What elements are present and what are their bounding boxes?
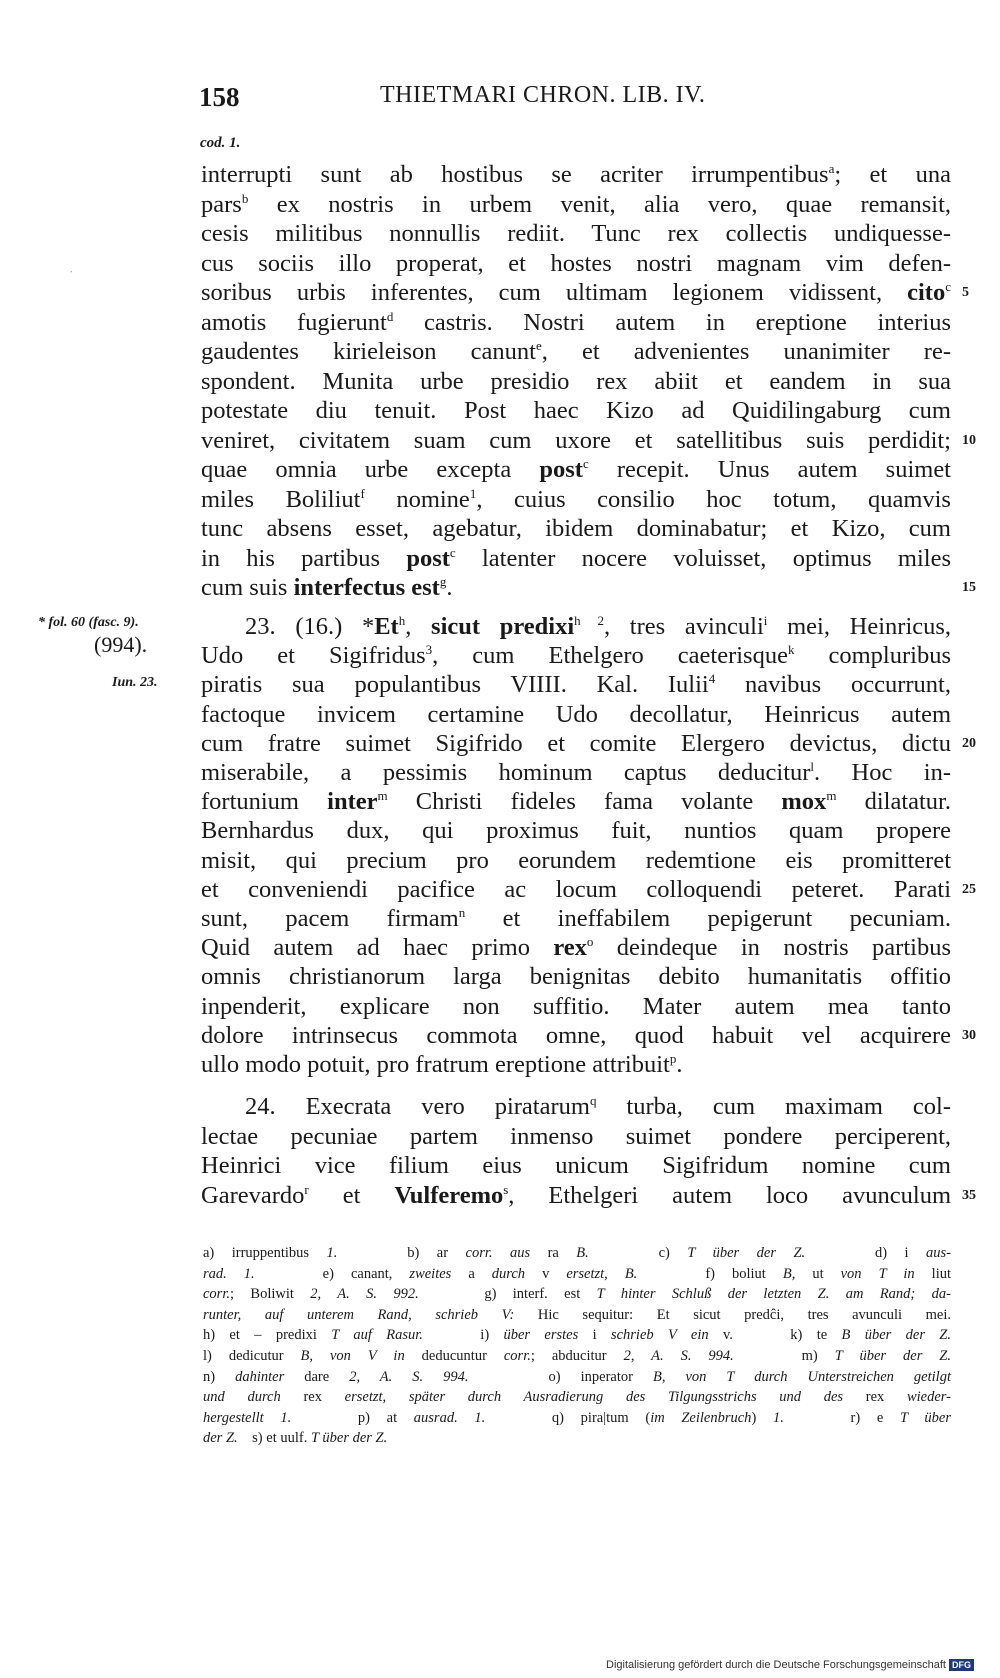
footnote-line: n) dahinter dare 2, A. S. 994. o) inperator B, von T durch Unterstreichen getilgt xyxy=(203,1368,951,1385)
text-line: Heinrici vice filium eius unicum Sigifridum nomine cum xyxy=(201,1152,951,1179)
text-line: gaudentes kirieleison canunt$^e$, et advenientes unanimiter re- xyxy=(201,337,951,365)
text-line: Bernhardus dux, qui proximus fuit, nuntios quam propere xyxy=(201,817,951,845)
margin-year: (994). xyxy=(94,632,148,657)
text-line: factoque invicem certamine Udo decollatur, Heinricus autem xyxy=(201,700,951,728)
text-line: dolore intrinsecus commota omne, quod habuit vel acquirere xyxy=(201,1021,951,1049)
text-line: cum fratre suimet Sigifrido et comite Elergero devictus, dictu xyxy=(201,729,951,757)
codex-note: cod. 1. xyxy=(200,135,241,151)
line-number: 5 xyxy=(962,285,969,300)
text-line: spondent. Munita urbe presidio rex abiit et eandem in sua xyxy=(201,367,951,395)
text-line: miles Boliliut$^f$ nomine$^1$, cuius consilio hoc totum, quamvis xyxy=(201,485,951,513)
footnote-line: corr.; Boliwit 2, A. S. 992. g) interf. est T hinter Schluß der letzten Z. am Rand; da- xyxy=(203,1286,951,1303)
text-line: tunc absens esset, agebatur, ibidem dominabatur; et Kizo, cum xyxy=(201,515,951,542)
page-number: 158 xyxy=(199,82,240,112)
text-line: misit, qui precium pro eorundem redemtione eis promitteret xyxy=(201,846,951,874)
text-line: miserabile, a pessimis hominum captus deducitur$^l$. Hoc in- xyxy=(201,758,951,786)
footnote-line: der Z. s) et uulf. T über der Z. xyxy=(203,1430,388,1447)
text-line: veniret, civitatem suam cum uxore et satellitibus suis perdidit; xyxy=(201,426,951,454)
text-line: interrupti sunt ab hostibus se acriter irrumpentibus$^a$; et una xyxy=(201,160,951,188)
text-line: Quid autem ad haec primo rex$^o$ deindeque in nostris partibus xyxy=(201,934,951,962)
margin-date: Iun. 23. xyxy=(112,675,158,690)
line-number: 30 xyxy=(962,1027,976,1043)
text-line: amotis fugierunt$^d$ castris. Nostri autem in ereptione interius xyxy=(201,308,951,336)
footnote-line: hergestellt 1. p) at ausrad. 1. q) pira|tum (im Zeilenbruch) 1. r) e T über xyxy=(203,1409,951,1426)
margin-speck: ∙ xyxy=(70,267,73,278)
page-header xyxy=(0,82,1000,122)
margin-folio-note: * fol. 60 (fasc. 9). xyxy=(38,615,139,630)
running-title: THIETMARI CHRON. LIB. IV. xyxy=(380,82,706,108)
text-line: omnis christianorum larga benignitas debito humanitatis offitio xyxy=(201,963,951,991)
text-line: Garevardo$^r$ et Vulferemo$^s$, Ethelgeri autem loco avunculum xyxy=(201,1181,951,1209)
text-line: quae omnia urbe excepta post$^c$ recepit. Unus autem suimet xyxy=(201,455,951,483)
footnote-line: runter, auf unterem Rand, schrieb V: Hic sequitur: Et sicut predĉi, tres avunculi mei. xyxy=(203,1306,951,1323)
text-line: 24. Execrata vero piratarum$^q$ turba, cum maximam col- xyxy=(245,1092,951,1120)
footnotes xyxy=(203,1243,951,1449)
text-line: in his partibus post$^c$ latenter nocere voluisset, optimus miles xyxy=(201,544,951,572)
text-line: Udo et Sigifridus$^3$, cum Ethelgero caeterisque$^k$ compluribus xyxy=(201,642,951,670)
text-line: ullo modo potuit, pro fratrum ereptione attribuit$^p$. xyxy=(201,1050,683,1078)
footnote-line: h) et – predixi T auf Rasur. i) über erstes i schrieb V ein v. k) te B über der Z. xyxy=(203,1327,951,1344)
text-line: lectae pecuniae partem inmenso suimet pondere perciperent, xyxy=(201,1122,951,1150)
footnote-line: a) irruppentibus 1. b) ar corr. aus ra B. c) T über der Z. d) i aus- xyxy=(203,1245,952,1261)
text-line: potestate diu tenuit. Post haec Kizo ad Quidilingaburg cum xyxy=(201,397,951,424)
line-number: 15 xyxy=(962,580,976,595)
text-line: fortunium inter$^m$ Christi fideles fama volante mox$^m$ dilatatur. xyxy=(201,788,951,816)
line-number: 10 xyxy=(962,432,976,448)
text-line: 23. (16.) *Et$^h$, sicut predixi$^{h 2}$, tres avinculi$^i$ mei, Heinricus, xyxy=(245,612,952,640)
text-line: sunt, pacem firmam$^n$ et ineffabilem pepigerunt pecuniam. xyxy=(201,904,951,932)
footnote-line: l) dedicutur B, von V in deducuntur corr.; abducitur 2, A. S. 994. m) T über der Z. xyxy=(203,1347,951,1364)
text-line: soribus urbis inferentes, cum ultimam legionem vidissent, cito$^c$ xyxy=(201,278,951,306)
footnote-line: rad. 1. e) canant, zweites a durch v ersetzt, B. f) boliut B, ut von T in liut xyxy=(203,1265,951,1282)
line-number: 20 xyxy=(962,735,976,751)
text-line: piratis sua populantibus VIIII. Kal. Iulii$^4$ navibus occurrunt, xyxy=(201,671,951,699)
text-line: cum suis interfectus est$^g$. xyxy=(201,573,453,601)
dfg-logo: DFG xyxy=(949,1659,974,1671)
footnote-line: und durch rex ersetzt, später durch Ausradierung des Tilgungsstrichs und des rex wieder- xyxy=(203,1389,951,1406)
line-number: 35 xyxy=(962,1187,976,1203)
footer-text: Digitalisierung gefördert durch die Deutsche Forschungsgemeinschaft xyxy=(606,1659,946,1671)
footer xyxy=(606,1659,974,1671)
text-line: cus sociis illo properat, et hostes nostri magnam vim defen- xyxy=(201,249,951,277)
text-line: cesis militibus nonnullis rediit. Tunc rex collectis undiquesse- xyxy=(201,220,951,247)
text-line: inpenderit, explicare non suffitio. Mater autem mea tanto xyxy=(201,992,951,1020)
line-number: 25 xyxy=(962,881,976,897)
text-line: pars$^b$ ex nostris in urbem venit, alia vero, quae remansit, xyxy=(201,190,951,218)
text-line: et conveniendi pacifice ac locum colloquendi peteret. Parati xyxy=(201,875,951,903)
